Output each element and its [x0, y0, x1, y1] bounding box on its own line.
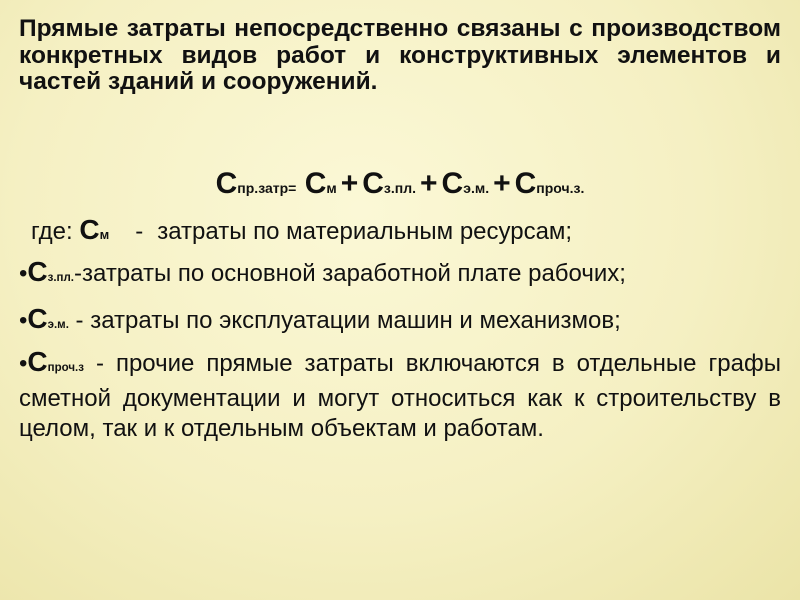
- bullet-text: -затраты по основной заработной плате рабочих;: [74, 260, 626, 287]
- plus-sign: +: [340, 167, 359, 200]
- plus-sign: +: [420, 167, 438, 200]
- plus-sign: +: [493, 167, 511, 200]
- where-prefix: где:: [31, 218, 73, 245]
- bullet-marker: •: [19, 307, 28, 334]
- bullet-marker: •: [19, 350, 28, 377]
- formula-term-materials: См: [304, 167, 337, 200]
- symbol-materials: См: [79, 214, 110, 245]
- formula-term-machines: Сэ.м.: [441, 167, 490, 200]
- cost-formula: [0, 164, 800, 208]
- bullet-text: - прочие прямые затраты включаются в отдельные графы сметной документации и могут относиться как к строительству в целом, так и к отдельным объектам и работам.: [19, 350, 781, 442]
- symbol-machines: Сэ.м.: [27, 303, 69, 334]
- bullet-text: - затраты по эксплуатации машин и механизмов;: [68, 307, 621, 334]
- symbol-other: Спроч.з: [27, 346, 84, 377]
- symbol-wages: Сз.пл.: [27, 256, 74, 287]
- where-line: [31, 214, 572, 251]
- bullet-item-other: [19, 347, 781, 445]
- bullet-item-machines: [19, 303, 781, 341]
- intro-paragraph: Прямые затраты непосредственно связаны с производством конкретных видов работ и конструктивных элементов и частей зданий и сооружений.: [19, 15, 781, 95]
- bullet-marker: •: [19, 260, 28, 287]
- where-dash: -: [135, 218, 144, 245]
- formula-term-other: Спроч.з.: [514, 167, 585, 200]
- formula-lhs: Спр.затр=: [215, 167, 297, 200]
- where-text: затраты по материальным ресурсам;: [157, 218, 573, 245]
- bullet-item-wages: [19, 256, 781, 294]
- formula-term-wages: Сз.пл.: [362, 167, 417, 200]
